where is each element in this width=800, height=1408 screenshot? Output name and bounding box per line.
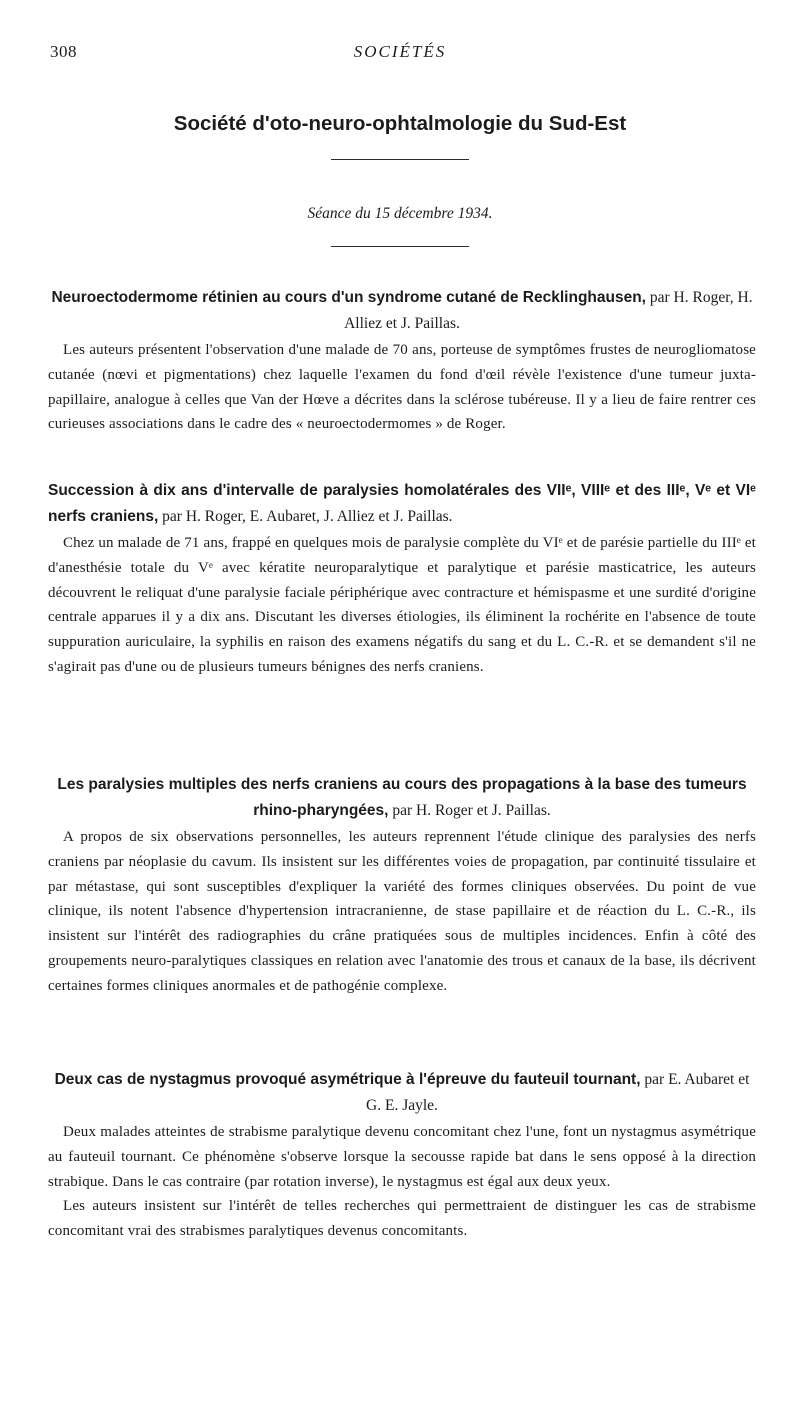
seance-date: Séance du 15 décembre 1934. — [307, 205, 493, 222]
article-paragraph: Les auteurs insistent sur l'intérêt de telles recherches qui permettraient de distinguer les cas de strabisme concomitant vrai des strabismes paralytiques devenus concomitants. — [48, 1198, 756, 1240]
article-heading — [48, 772, 756, 824]
article-paragraph: A propos de six observations personnelles, les auteurs reprennent l'étude clinique des paralysies des nerfs craniens par néoplasie du cavum. Ils insistent sur les différentes voies de propagation, par continuité tissulaire et par métastase, qui sont susceptibles d'expliquer la variété des formes cliniques observées. Du point de vue clinique, ils notent l'absence d'hypertension intracranienne, de stase papillaire et de réaction du L. C.-R., ils insistent sur l'intérêt des radiographies du crâne pratiquées sous de multiples incidences. Enfin à côté des groupements neuro-paralytiques classiques en relation avec l'anatomie des trous et canaux de la base, ils décrivent certaines formes cliniques anormales et de pathogénie complexe. — [48, 829, 756, 994]
article-authors: par H. Roger et J. Paillas. — [392, 802, 551, 819]
article — [48, 285, 756, 437]
article-title: Neuroectodermome rétinien au cours d'un syndrome cutané de Recklinghausen, — [51, 289, 646, 306]
article-authors: par H. Roger, H. Alliez et J. Paillas. — [344, 289, 753, 332]
society-title: Société d'oto-neuro-ophtalmologie du Sud-Est — [173, 112, 627, 135]
article-heading — [48, 285, 756, 337]
page-number: 308 — [50, 42, 77, 61]
article — [48, 478, 756, 680]
divider-rule — [331, 159, 469, 160]
article-heading — [48, 1067, 756, 1119]
article-paragraph: Chez un malade de 71 ans, frappé en quelques mois de paralysie complète du VIᵉ et de parésie partielle du IIIᵉ et d'anesthésie totale du Vᵉ avec kératite neuroparalytique et paralytique et parésie masticatrice, les auteurs découvrent le reliquat d'une paralysie faciale périphérique avec contracture et hémispasme et une surdité d'origine centrale apparues il y a dix ans. Discutant les diverses étiologies, ils éliminent la rochérite en l'absence de toute suppuration auriculaire, la syphilis en raison des examens négatifs du sang et du L. C.-R. et se demandent s'il ne s'agirait pas d'une ou de plusieurs tumeurs bénignes des nerfs craniens. — [48, 535, 756, 675]
running-title: SOCIÉTÉS — [353, 42, 447, 61]
article-title: Les paralysies multiples des nerfs craniens au cours des propagations à la base des tumeurs rhino-pharyngées, — [57, 776, 747, 819]
article-paragraph: Les auteurs présentent l'observation d'une malade de 70 ans, porteuse de symptômes frustes de neurogliomatose cutanée (nœvi et pigmentations) chez laquelle l'examen du fond d'œil révèle l'existence d'une tumeur juxta-papillaire, analogue à celles que Van der Hœve a décrites dans la sclérose tubéreuse. Il y a lieu de faire rentrer ces curieuses associations dans le cadre des « neuroectodermomes » de Roger. — [48, 342, 756, 433]
article-authors: par H. Roger, E. Aubaret, J. Alliez et J. Paillas. — [162, 508, 453, 525]
article-paragraph: Deux malades atteintes de strabisme paralytique devenu concomitant chez l'une, font un nystagmus asymétrique au fauteuil tournant. Ce phénomène s'observe lorsque la secousse rapide bat dans le sens opposé à la direction strabique. Dans le cas contraire (par rotation inverse), le nystagmus est égal aux deux yeux. — [48, 1124, 756, 1190]
article-heading — [48, 478, 756, 530]
divider-rule — [331, 246, 469, 247]
article-title: Succession à dix ans d'intervalle de paralysies homolatérales des VIIᵉ, VIIIᵉ et des IIIᵉ, Vᵉ et VIᵉ nerfs craniens, — [48, 482, 756, 525]
running-head — [50, 42, 750, 66]
article-authors: par E. Aubaret et G. E. Jayle. — [366, 1071, 750, 1114]
article-title: Deux cas de nystagmus provoqué asymétrique à l'épreuve du fauteuil tournant, — [54, 1071, 641, 1088]
article — [48, 772, 756, 999]
article — [48, 1067, 756, 1244]
